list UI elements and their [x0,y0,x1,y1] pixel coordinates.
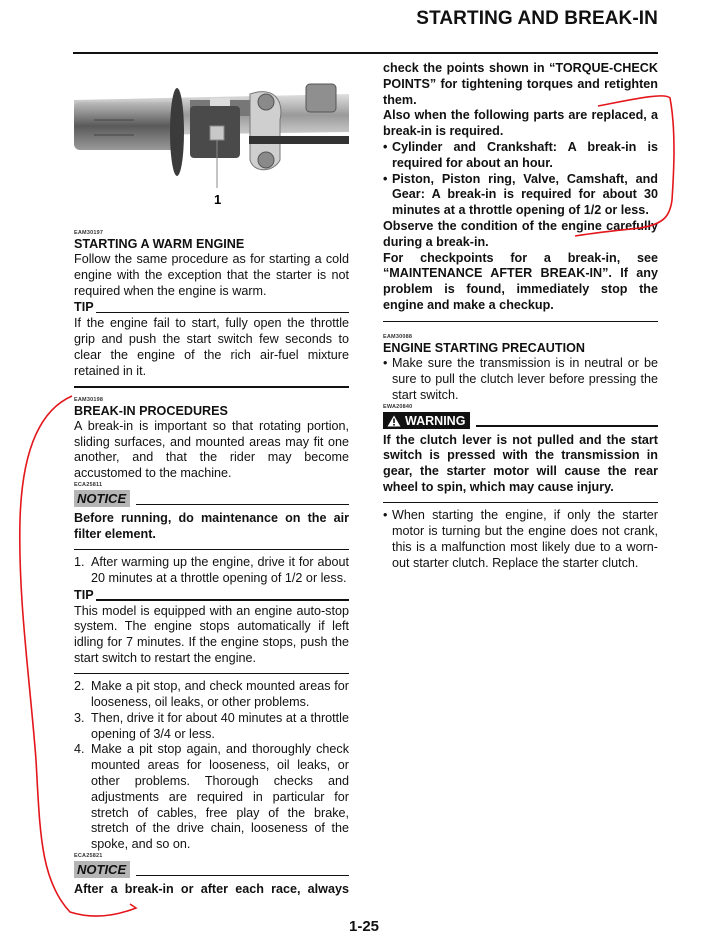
auto-stop-tip-text: This model is equipped with an engine auto-stop system. The engine stops automatically if left idling for 7 minutes. If the engine stops, push the start switch to restart the engine. [74,603,349,665]
step-item [74,679,349,711]
notice-header [74,861,349,878]
step-number: 4. [74,742,85,757]
notice-text-continued: check the points shown in “TORQUE-CHECK POINTS” for tightening torques and retighten them. [383,61,658,107]
warning-code: EWA20840 [383,403,413,410]
observe-text: Observe the condition of the engine carefully during a break-in. [383,218,658,249]
warning-label: WARNING [405,413,466,428]
replaced-part-item: • Piston, Piston ring, Valve, Camshaft, and Gear: A break-in is required for about 30 minutes at a throttle opening of 1/2 or less. [383,172,658,219]
tip-rule [96,312,349,314]
notice-text-air-filter: Before running, do maintenance on the air filter element. [74,511,349,541]
notice-code: ECA25811 [74,482,103,489]
header-rule [73,52,658,54]
section-title-precaution: ENGINE STARTING PRECAUTION [383,341,585,356]
notice-header [74,490,349,507]
break-in-body: A break-in is important so that rotating portion, sliding surfaces, and mounted areas may fit one another, and that the rider may become accustomed to the machine. [74,418,349,481]
tip-label: TIP [74,587,94,602]
break-in-steps-part1 [74,555,349,587]
warning-badge [383,412,470,429]
right-column [383,61,658,572]
notice-rule [136,504,349,506]
warm-engine-tip-text: If the engine fail to start, fully open the throttle grip and push the start switch few seconds to clear the engine of the rich air-fuel mixture retained in it. [74,316,349,378]
notice-rule [136,875,349,877]
warning-header [383,412,658,429]
section-title-warm-engine: STARTING A WARM ENGINE [74,237,245,251]
section-code: EAM30198 [74,396,104,403]
section-code: EAM30197 [74,230,104,236]
notice-end-rule [383,321,658,323]
tip-end-rule [74,673,349,675]
tip-header [74,588,349,604]
warm-engine-body: Follow the same procedure as for starting a cold engine with the exception that the starter is not required when the engine is warm. [74,252,349,298]
precaution-item: • When starting the engine, if only the starter motor is turning but the engine does not crank, this is a malfunction most likely due to a worn-out starter clutch. Replace the starter clutch. [383,508,658,571]
step-text: Make a pit stop again, and thoroughly check mounted areas for looseness, oil leaks, or other problems. Thorough checks and adjustments are required in particular for stretch of cables, free play of the brake, stretch of the drive chain, looseness of the spoke, and so on. [91,742,349,852]
left-column [74,60,349,898]
tip-rule [96,599,349,601]
step-number: 1. [74,555,85,570]
step-text: After warming up the engine, drive it for about 20 minutes at a throttle opening of 1/2 or less. [91,555,349,585]
handlebar-illustration [74,60,349,208]
step-item [74,555,349,587]
page-header-title: STARTING AND BREAK-IN [416,8,658,29]
warning-end-rule [383,502,658,504]
start-switch-illustration [74,60,349,208]
replaced-part-item: • Cylinder and Crankshaft: A break-in is required for about an hour. [383,140,658,172]
section-code: EAM30088 [383,334,413,341]
step-item [74,742,349,853]
step-number: 2. [74,679,85,694]
warning-text: If the clutch lever is not pulled and the start switch is pressed with the transmission in gear, the starter motor will cause the rear wheel to spin, which may cause injury. [383,432,658,495]
tip-end-rule [74,386,349,388]
step-item [74,711,349,743]
precaution-list-1 [383,356,658,403]
warning-rule [476,425,658,427]
figure-callout-1: 1 [214,192,222,207]
notice-badge: NOTICE [74,861,130,878]
warning-triangle-icon [387,415,401,427]
checkpoints-text: For checkpoints for a break-in, see “MAINTENANCE AFTER BREAK-IN”. If any problem is found, immediately stop the engine and make a checkup. [383,250,658,312]
step-text: Make a pit stop, and check mounted areas for looseness, oil leaks, or other problems. [91,679,349,710]
precaution-list-2 [383,508,658,571]
break-in-steps-part2 [74,679,349,853]
precaution-item: • Make sure the transmission is in neutral or be sure to pull the clutch lever before pressing the start switch. [383,356,658,403]
step-text: Then, drive it for about 40 minutes at a throttle opening of 3/4 or less. [91,710,349,741]
replaced-parts-list [383,140,658,219]
notice-code: ECA25821 [74,853,103,859]
notice-end-rule [74,549,349,551]
section-title-break-in: BREAK-IN PROCEDURES [74,403,228,418]
notice-badge: NOTICE [74,490,130,507]
page-number: 1-25 [349,918,380,935]
tip-header [74,300,349,316]
step-number: 3. [74,710,85,725]
replaced-parts-intro: Also when the following parts are replaced, a break-in is required. [383,108,658,139]
notice-text-after-break-in: After a break-in or after each race, always [74,882,349,896]
tip-label: TIP [74,300,94,315]
